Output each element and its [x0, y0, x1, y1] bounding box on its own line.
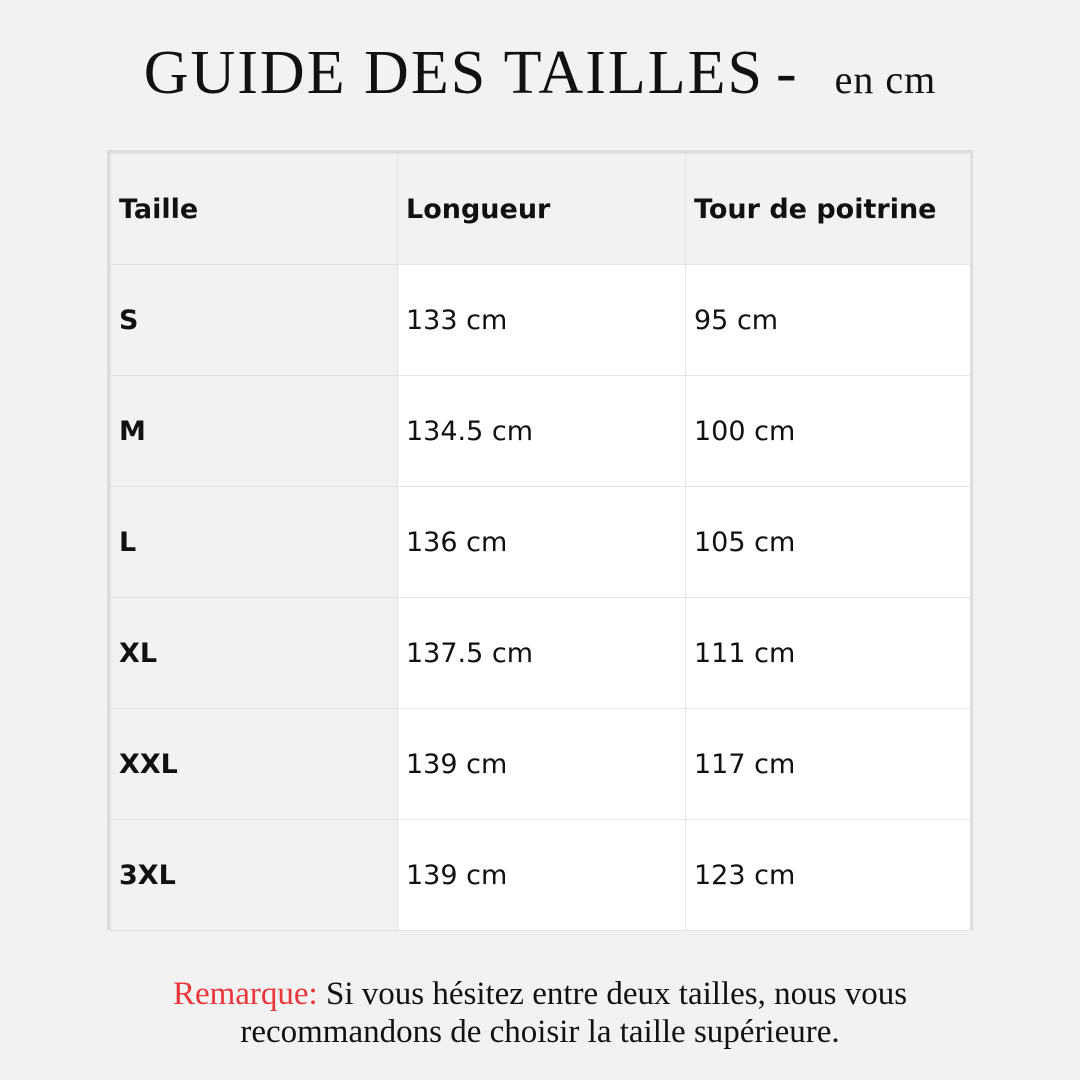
chest-cell: 117 cm: [686, 709, 971, 820]
page-title: [0, 38, 1080, 109]
length-cell: 133 cm: [398, 265, 686, 376]
column-header-length: Longueur: [398, 154, 686, 265]
title-separator: -: [776, 39, 797, 107]
title-text: GUIDE DES TAILLES: [143, 39, 764, 107]
chest-cell: 100 cm: [686, 376, 971, 487]
size-cell: 3XL: [111, 820, 398, 931]
length-cell: 137.5 cm: [398, 598, 686, 709]
table-row: [111, 598, 971, 709]
chest-cell: 123 cm: [686, 820, 971, 931]
size-cell: S: [111, 265, 398, 376]
length-cell: 136 cm: [398, 487, 686, 598]
remark-line-2: recommandons de choisir la taille supérieure.: [240, 1014, 840, 1050]
chest-cell: 111 cm: [686, 598, 971, 709]
remark-line-1: [0, 975, 1080, 1013]
length-cell: 134.5 cm: [398, 376, 686, 487]
column-header-chest: Tour de poitrine: [686, 154, 971, 265]
table-row: [111, 487, 971, 598]
size-cell: M: [111, 376, 398, 487]
table-header-row: [111, 154, 971, 265]
column-header-size: Taille: [111, 154, 398, 265]
length-cell: 139 cm: [398, 709, 686, 820]
remark-note: [0, 975, 1080, 1051]
table-row: [111, 265, 971, 376]
size-table: [107, 150, 973, 930]
table-row: [111, 820, 971, 931]
table-row: [111, 376, 971, 487]
table-row: [111, 709, 971, 820]
size-cell: XXL: [111, 709, 398, 820]
title-unit: en cm: [834, 57, 937, 102]
size-cell: XL: [111, 598, 398, 709]
remark-label: Remarque:: [172, 976, 318, 1012]
size-cell: L: [111, 487, 398, 598]
remark-text-1: Si vous hésitez entre deux tailles, nous vous: [325, 976, 908, 1012]
chest-cell: 95 cm: [686, 265, 971, 376]
length-cell: 139 cm: [398, 820, 686, 931]
chest-cell: 105 cm: [686, 487, 971, 598]
size-table-grid: [110, 153, 971, 931]
